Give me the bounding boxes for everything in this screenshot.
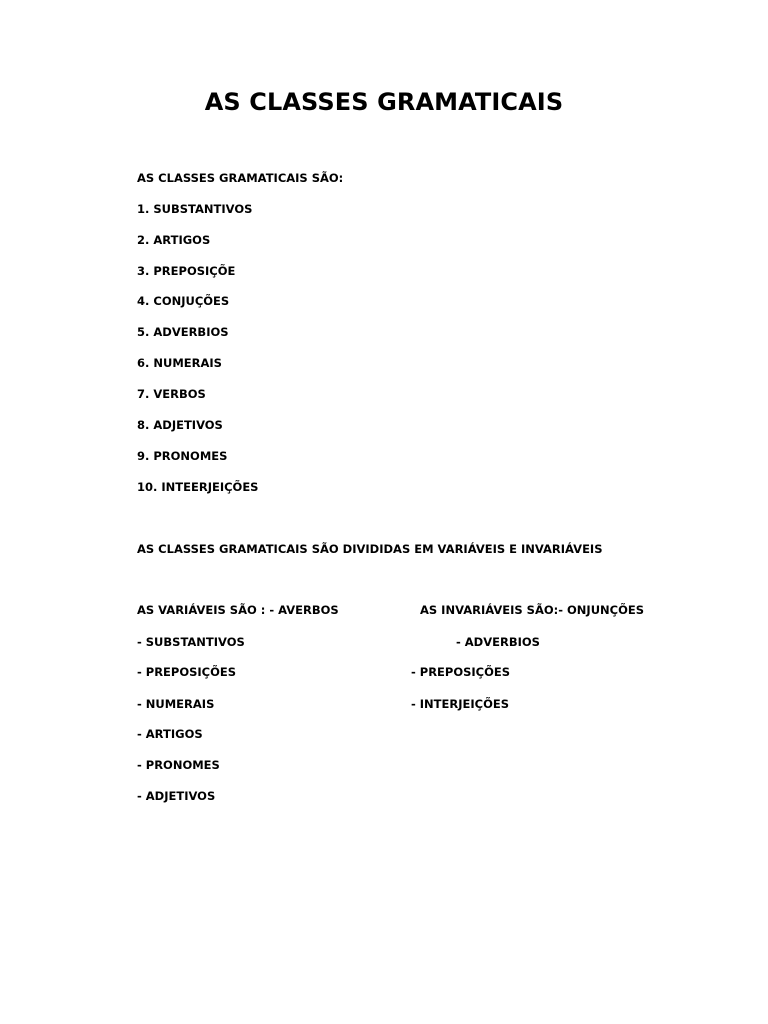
variaveis-heading: AS VARIÁVEIS SÃO : - AVERBOS (137, 603, 339, 617)
variavel-item: - PREPOSIÇÕES (137, 665, 237, 679)
class-list-item: 7. VERBOS (137, 387, 206, 401)
class-list-item: 6. NUMERAIS (137, 356, 222, 370)
variavel-item: - NUMERAIS (137, 697, 215, 711)
variavel-item: - ARTIGOS (137, 727, 203, 741)
class-list-item: 8. ADJETIVOS (137, 418, 223, 432)
invariavel-item: - INTERJEIÇÕES (411, 697, 510, 711)
class-list-item: 1. SUBSTANTIVOS (137, 202, 253, 216)
class-list-item: 10. INTEERJEIÇÕES (137, 480, 259, 494)
variavel-item: - ADJETIVOS (137, 789, 216, 803)
division-statement: AS CLASSES GRAMATICAIS SÃO DIVIDIDAS EM VARIÁVEIS E INVARIÁVEIS (137, 542, 603, 556)
variavel-item: - SUBSTANTIVOS (137, 635, 245, 649)
invariaveis-heading: AS INVARIÁVEIS SÃO:- ONJUNÇÕES (420, 603, 645, 617)
class-list-item: 5. ADVERBIOS (137, 325, 229, 339)
document-title: AS CLASSES GRAMATICAIS (204, 88, 564, 116)
class-list-item: 4. CONJUÇÕES (137, 294, 230, 308)
class-list-item: 2. ARTIGOS (137, 233, 211, 247)
class-list-item: 3. PREPOSIÇÕE (137, 264, 236, 278)
intro-line: AS CLASSES GRAMATICAIS SÃO: (137, 171, 344, 185)
invariavel-item: - PREPOSIÇÕES (411, 665, 511, 679)
variavel-item: - PRONOMES (137, 758, 220, 772)
invariavel-item: - ADVERBIOS (456, 635, 540, 649)
class-list-item: 9. PRONOMES (137, 449, 228, 463)
